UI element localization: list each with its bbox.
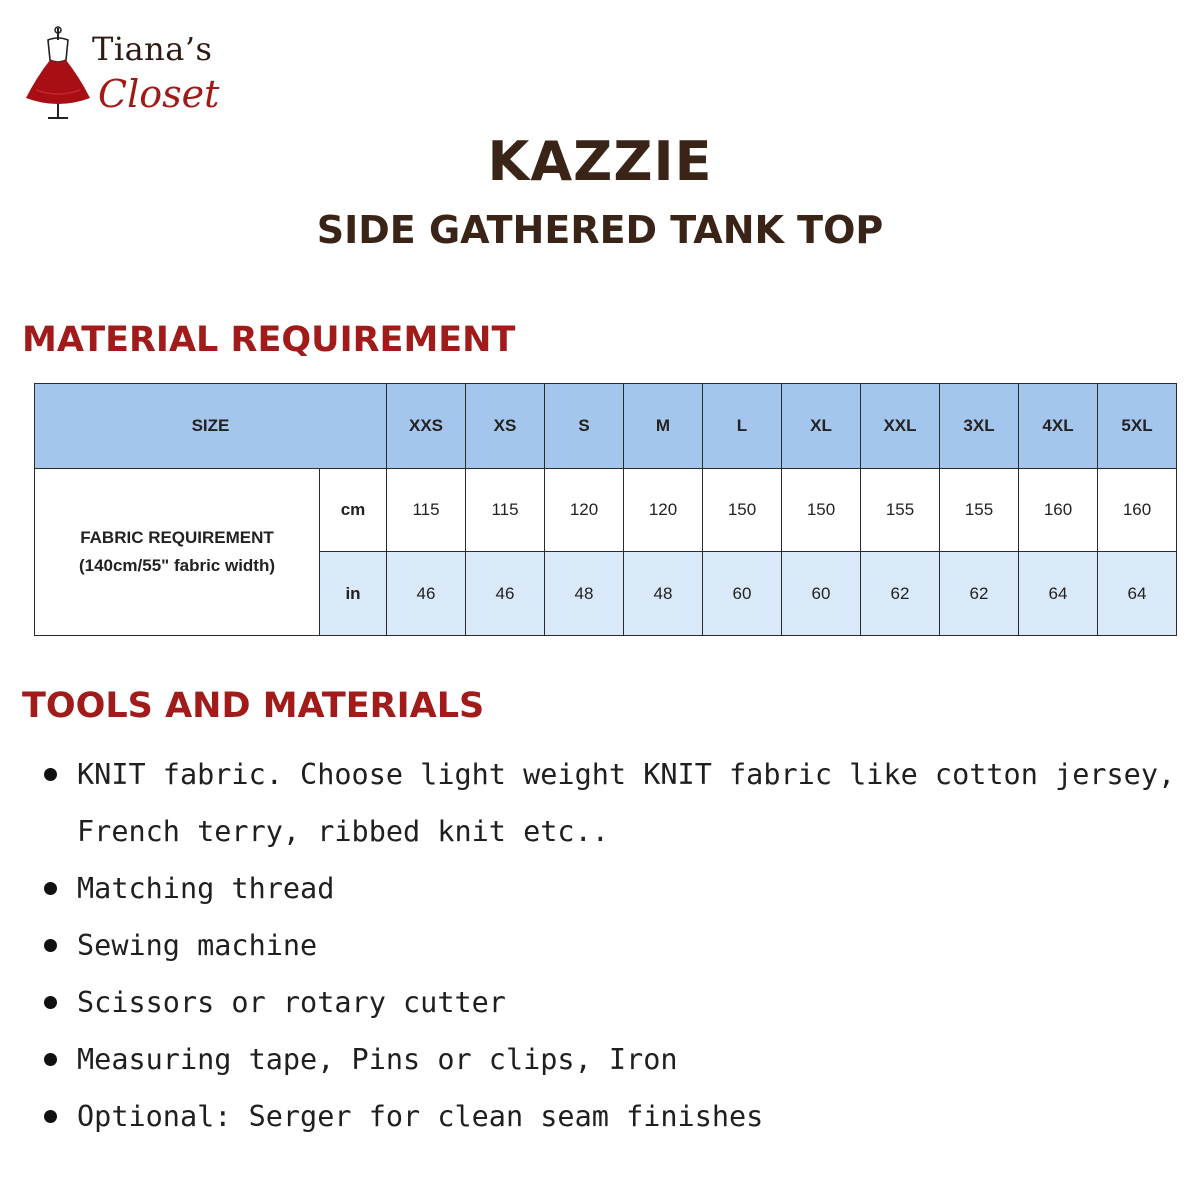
cm-value-cell: 115 — [387, 469, 466, 552]
size-header-cell: S — [545, 384, 624, 469]
size-header-cell: 5XL — [1098, 384, 1177, 469]
in-value-cell: 60 — [782, 552, 861, 636]
size-header-cell: M — [624, 384, 703, 469]
in-value-cell: 62 — [940, 552, 1019, 636]
tools-list — [40, 746, 1180, 1145]
cm-value-cell: 150 — [703, 469, 782, 552]
bullet-icon — [44, 996, 57, 1009]
cm-value-cell: 120 — [545, 469, 624, 552]
list-item-text: Measuring tape, Pins or clips, Iron — [77, 1043, 678, 1076]
list-item — [40, 974, 1180, 1031]
size-header-cell: 3XL — [940, 384, 1019, 469]
cm-value-cell: 155 — [861, 469, 940, 552]
size-label-cell: SIZE — [35, 384, 387, 469]
in-value-cell: 48 — [624, 552, 703, 636]
in-value-cell: 64 — [1019, 552, 1098, 636]
list-item-text: Matching thread — [77, 872, 335, 905]
size-header-row — [35, 384, 1177, 469]
bullet-icon — [44, 768, 57, 781]
cm-row — [35, 469, 1177, 552]
list-item — [40, 1031, 1180, 1088]
in-value-cell: 60 — [703, 552, 782, 636]
fabric-requirement-label — [35, 469, 320, 636]
fabric-requirement-label-line1: FABRIC REQUIREMENT — [80, 528, 274, 547]
material-requirement-heading: MATERIAL REQUIREMENT — [22, 320, 516, 360]
list-item — [40, 860, 1180, 917]
in-value-cell: 46 — [466, 552, 545, 636]
list-item-text: Scissors or rotary cutter — [77, 986, 506, 1019]
size-header-cell: XS — [466, 384, 545, 469]
cm-value-cell: 155 — [940, 469, 1019, 552]
size-header-cell: L — [703, 384, 782, 469]
size-header-cell: XXL — [861, 384, 940, 469]
list-item — [40, 746, 1180, 860]
fabric-width-note: (140cm/55" fabric width) — [78, 556, 276, 575]
cm-value-cell: 120 — [624, 469, 703, 552]
list-item — [40, 1088, 1180, 1145]
bullet-icon — [44, 882, 57, 895]
size-header-cell: XL — [782, 384, 861, 469]
unit-in-label: in — [320, 552, 387, 636]
list-item-text: Sewing machine — [77, 929, 318, 962]
size-header-cell: 4XL — [1019, 384, 1098, 469]
list-item-text: Optional: Serger for clean seam finishes — [77, 1100, 764, 1133]
material-requirement-table — [34, 383, 1177, 636]
list-item-text: KNIT fabric. Choose light weight KNIT fabric like cotton jersey, French terry, ribbed knit etc.. — [77, 758, 1176, 848]
in-value-cell: 62 — [861, 552, 940, 636]
in-value-cell: 46 — [387, 552, 466, 636]
in-value-cell: 48 — [545, 552, 624, 636]
bullet-icon — [44, 1053, 57, 1066]
cm-value-cell: 160 — [1098, 469, 1177, 552]
bullet-icon — [44, 1110, 57, 1123]
bullet-icon — [44, 939, 57, 952]
size-header-cell: XXS — [387, 384, 466, 469]
cm-value-cell: 160 — [1019, 469, 1098, 552]
list-item — [40, 917, 1180, 974]
pattern-title: KAZZIE — [487, 130, 713, 193]
cm-value-cell: 115 — [466, 469, 545, 552]
dress-mannequin-icon — [22, 26, 94, 122]
in-value-cell: 64 — [1098, 552, 1177, 636]
unit-cm-label: cm — [320, 469, 387, 552]
brand-logo — [22, 22, 232, 122]
brand-name-line2: Closet — [98, 72, 220, 116]
brand-name-line1: Tiana’s — [92, 30, 213, 68]
cm-value-cell: 150 — [782, 469, 861, 552]
tools-and-materials-heading: TOOLS AND MATERIALS — [22, 686, 485, 726]
pattern-subtitle: SIDE GATHERED TANK TOP — [316, 208, 884, 252]
